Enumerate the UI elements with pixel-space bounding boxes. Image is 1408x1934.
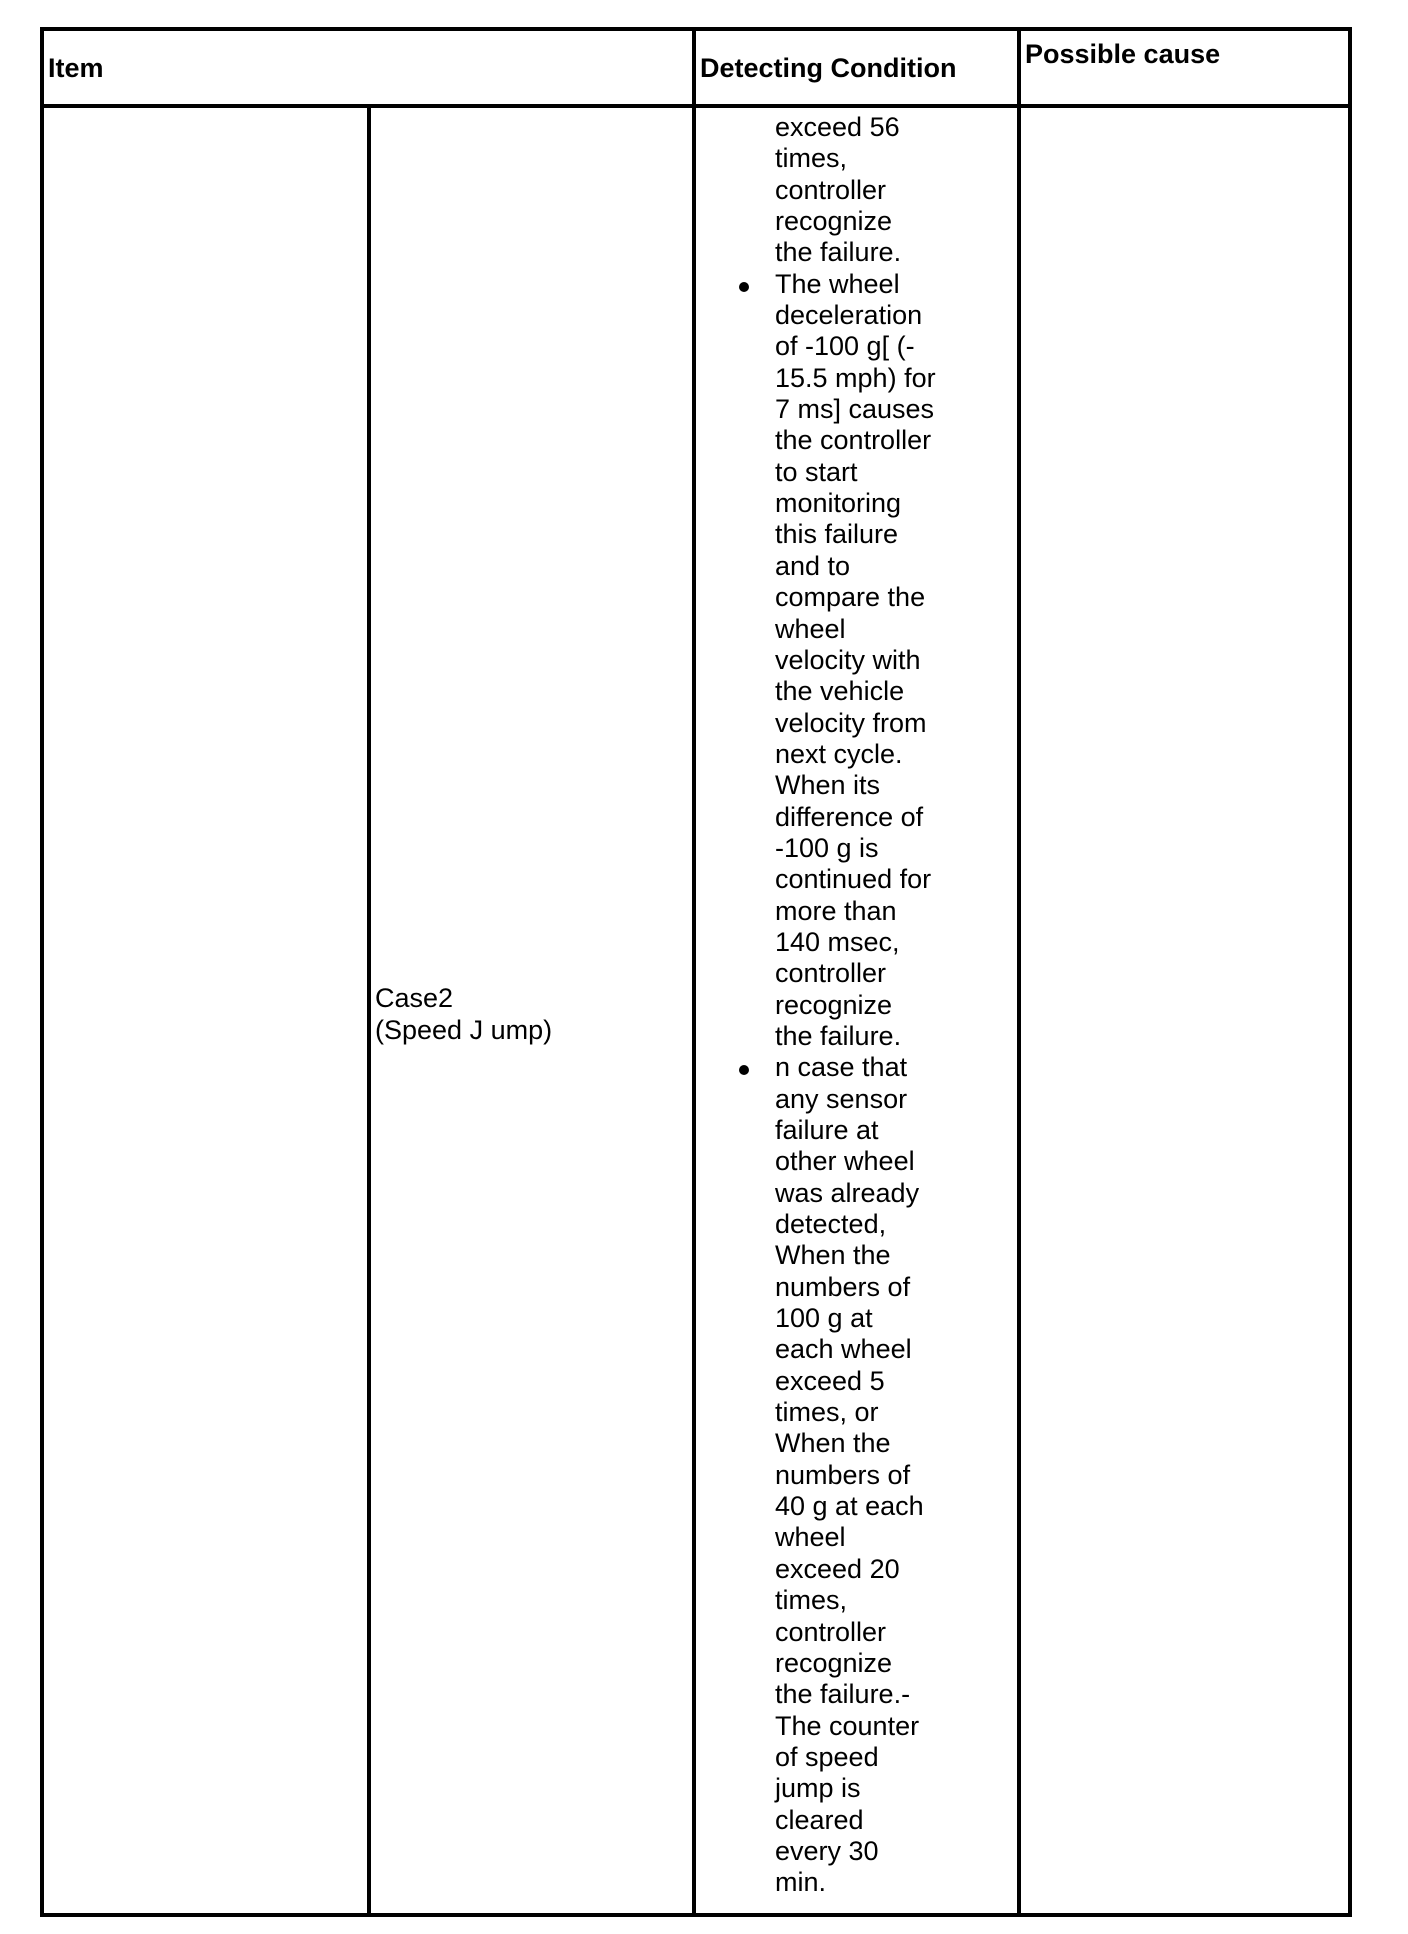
condition-text: n case that any sensor failure at other wheel was already detected, When the numbers of 100 g at each wheel exceed 5 times, or When the numbers of 40 g at each wheel exceed 20 times, controller recognize the failure.- The counter of speed jump is cleared every 30 min. bbox=[775, 1052, 924, 1898]
condition-text: exceed 56 times, controller recognize the failure. bbox=[775, 112, 902, 268]
bullet-icon bbox=[739, 282, 749, 292]
item-sub-label: Case2 (Speed J ump) bbox=[375, 983, 553, 1045]
item-subcolumn-divider bbox=[367, 104, 371, 1917]
bullet-icon bbox=[739, 1065, 749, 1075]
table-right-border bbox=[1348, 27, 1352, 1917]
table-left-border bbox=[40, 27, 44, 1917]
detecting-column-divider bbox=[692, 27, 696, 1917]
table-top-border bbox=[40, 27, 1352, 31]
condition-text: The wheel deceleration of -100 g[ (- 15.5 mph) for 7 ms] causes the controller to start monitoring this failure and to compare the wheel velocity with the vehicle velocity from next cycle. When its difference of -100 g is continued for more than 140 msec, controller recognize the failure. bbox=[775, 268, 936, 1051]
header-item: Item bbox=[48, 53, 104, 83]
condition-item bbox=[733, 1052, 1023, 1898]
condition-item bbox=[733, 112, 1023, 269]
detecting-condition-list bbox=[733, 112, 1023, 1899]
header-bottom-border bbox=[40, 104, 1352, 108]
header-detecting-condition: Detecting Condition bbox=[700, 53, 957, 83]
header-possible-cause: Possible cause bbox=[1025, 39, 1221, 69]
condition-item bbox=[733, 269, 1023, 1053]
table-bottom-border bbox=[40, 1913, 1352, 1917]
